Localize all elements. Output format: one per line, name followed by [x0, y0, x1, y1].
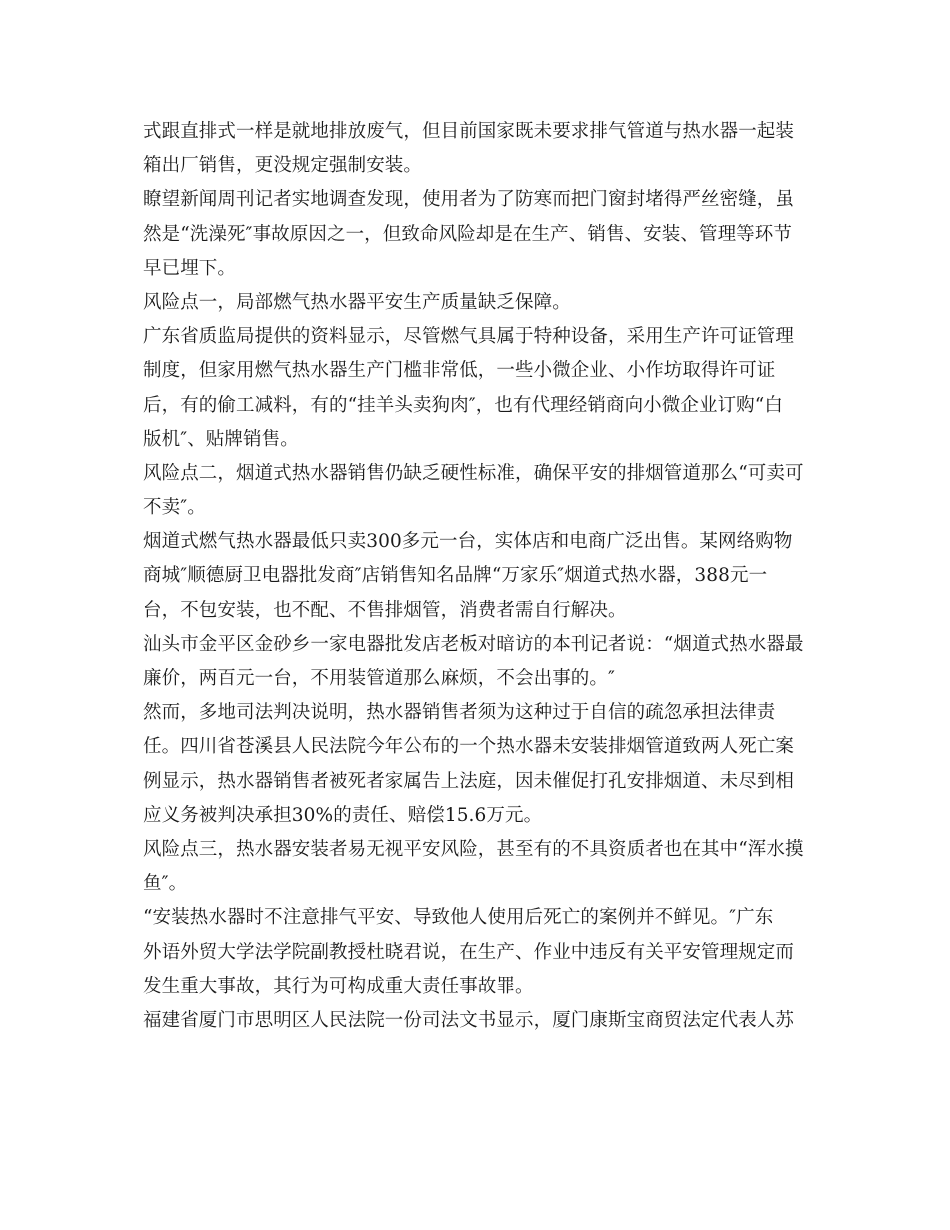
text-line: 例显示，热水器销售者被死者家属告上法庭，因未催促打孔安排烟道、未尽到相 [143, 770, 795, 792]
text-line: 福建省厦门市思明区人民法院一份司法文书显示，厦门康斯宝商贸法定代表人苏 [143, 1009, 795, 1031]
text-line: 风险点二，烟道式热水器销售仍缺乏硬性标准，确保平安的排烟管道那么“可卖可 [143, 462, 804, 484]
text-line: 瞭望新闻周刊记者实地调查发现，使用者为了防寒而把门窗封堵得严丝密缝，虽 [143, 189, 795, 211]
text-line: 台，不包安装，也不配、不售排烟管，消费者需自行解决。 [143, 599, 627, 621]
text-line: 早已埋下。 [143, 257, 237, 279]
text-line: “安装热水器时不注意排气平安、导致他人使用后死亡的案例并不鲜见。″广东 [143, 907, 774, 929]
article-body [143, 115, 813, 1038]
text-line: 广东省质监局提供的资料显示，尽管燃气具属于特种设备，采用生产许可证管理 [143, 326, 795, 348]
text-line: 烟道式燃气热水器最低只卖300多元一台，实体店和电商广泛出售。某网络购物 [143, 531, 793, 553]
text-line: 式跟直排式一样是就地排放废气，但目前国家既未要求排气管道与热水器一起装 [143, 121, 795, 142]
text-line: 风险点三，热水器安装者易无视平安风险，甚至有的不具资质者也在其中“浑水摸 [143, 838, 804, 860]
text-line: 风险点一，局部燃气热水器平安生产质量缺乏保障。 [143, 291, 571, 313]
text-line: 鱼″。 [143, 873, 188, 895]
text-line: 汕头市金平区金砂乡一家电器批发店老板对暗访的本刊记者说：“烟道式热水器最 [143, 633, 804, 655]
text-line: 发生重大事故，其行为可构成重大责任事故罪。 [143, 975, 534, 997]
text-line: 版机″、贴牌销售。 [143, 428, 299, 450]
text-line: 后，有的偷工减料，有的“挂羊头卖狗肉″，也有代理经销商向小微企业订购“白 [143, 394, 783, 416]
text-line: 不卖″。 [143, 497, 206, 519]
text-line: 外语外贸大学法学院副教授杜晓君说，在生产、作业中违反有关平安管理规定而 [143, 941, 795, 963]
text-line: 箱出厂销售，更没规定强制安装。 [143, 155, 423, 177]
text-line: 应义务被判决承担30%的责任、赔偿15.6万元。 [143, 804, 543, 826]
text-line: 任。四川省苍溪县人民法院今年公布的一个热水器未安装排烟管道致两人死亡案 [143, 736, 795, 758]
text-line: 然是“洗澡死″事故原因之一，但致命风险却是在生产、销售、安装、管理等环节 [143, 223, 792, 245]
text-line: 制度，但家用燃气热水器生产门槛非常低，一些小微企业、小作坊取得许可证 [143, 360, 776, 382]
text-line: 廉价，两百元一台，不用装管道那么麻烦，不会出事的。″ [143, 668, 616, 689]
text-line: 商城″顺德厨卫电器批发商″店销售知名品牌“万家乐″烟道式热水器，388元一 [143, 565, 768, 587]
text-line: 然而，多地司法判决说明，热水器销售者须为这种过于自信的疏忽承担法律责 [143, 702, 776, 724]
